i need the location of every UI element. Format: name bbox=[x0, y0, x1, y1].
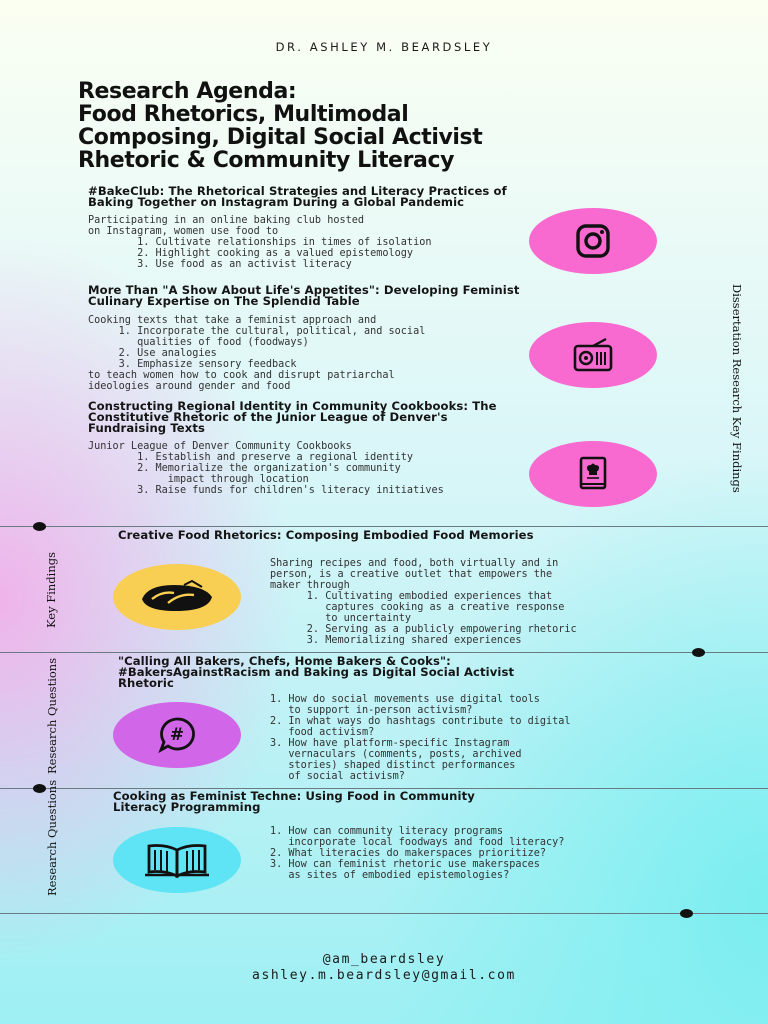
title-line: Food Rhetorics, Multimodal bbox=[78, 102, 409, 127]
open-book-icon-circle bbox=[113, 827, 241, 893]
title-line: Composing, Digital Social Activist bbox=[78, 125, 483, 150]
side-label-dissertation: Dissertation Research Key Findings bbox=[730, 284, 744, 493]
section-body-cooking-techne: 1. How can community literacy programs incorporate local foodways and food literacy? 2. What literacies do makerspaces prioritize? 3. How can feminist rhetoric use makerspaces as sites of embodied epistemologies? bbox=[270, 826, 565, 881]
divider bbox=[0, 526, 768, 527]
hashtag-chat-icon bbox=[157, 716, 197, 754]
hashtag-chat-icon-circle bbox=[113, 702, 241, 768]
section-title-cooking-techne: Cooking as Feminist Techne: Using Food in Community Literacy Programming bbox=[113, 789, 475, 814]
bread-icon-circle bbox=[113, 564, 241, 630]
contact-email: ashley.m.beardsley@gmail.com bbox=[252, 968, 516, 983]
radio-icon-circle bbox=[529, 322, 657, 388]
page-title bbox=[78, 80, 698, 172]
instagram-icon bbox=[575, 223, 611, 259]
side-label-research-questions: Research Questions bbox=[45, 657, 59, 774]
svg-text:#: # bbox=[169, 725, 185, 745]
section-body-splendid-table: Cooking texts that take a feminist approach and 1. Incorporate the cultural, political, and social qualities of food (foodways) 2. Use analogies 3. Emphasize sensory feedback to teach women how to cook and disrupt patriarchal ideologies around gender and food bbox=[88, 315, 426, 392]
section-title-bakeclub: #BakeClub: The Rhetorical Strategies and Literacy Practices of Baking Together on Instagram During a Global Pandemic bbox=[88, 184, 507, 209]
divider-dot bbox=[680, 909, 693, 918]
instagram-icon-circle bbox=[529, 208, 657, 274]
title-line: Research Agenda: bbox=[78, 79, 297, 104]
section-body-community-cookbooks: Junior League of Denver Community Cookbooks 1. Establish and preserve a regional identity 2. Memorialize the organization's community impact through location 3. Raise funds for children's literacy initiatives bbox=[88, 441, 444, 496]
section-title-splendid-table: More Than "A Show About Life's Appetites": Developing Feminist Culinary Expertise on The Splendid Table bbox=[88, 283, 520, 308]
title-line: Rhetoric & Community Literacy bbox=[78, 148, 455, 173]
divider bbox=[0, 913, 768, 914]
section-body-calling-all-bakers: 1. How do social movements use digital tools to support in-person activism? 2. In what ways do hashtags contribute to digital food activism? 3. How have platform-specific Instagram vernaculars (comments, posts, archived stories) shaped distinct performances of social activism? bbox=[270, 694, 571, 782]
section-title-creative: Creative Food Rhetorics: Composing Embodied Food Memories bbox=[118, 528, 534, 542]
section-body-bakeclub: Participating in an online baking club hosted on Instagram, women use food to 1. Cultivate relationships in times of isolation 2. Highlight cooking as a valued epistemology 3. Use food as an activist literacy bbox=[88, 215, 432, 270]
side-label-key-findings: Key Findings bbox=[44, 551, 58, 628]
radio-icon bbox=[573, 337, 613, 373]
social-handle: @am_beardsley bbox=[322, 952, 446, 967]
side-label-research-questions-2: Research Questions bbox=[45, 779, 59, 896]
divider-dot bbox=[33, 522, 46, 531]
cookbook-icon-circle bbox=[529, 441, 657, 507]
cookbook-icon bbox=[578, 456, 608, 492]
author-name: DR. ASHLEY M. BEARDSLEY bbox=[275, 40, 493, 54]
section-title-calling-all-bakers: "Calling All Bakers, Chefs, Home Bakers & Cooks": #BakersAgainstRacism and Baking as Digital Social Activist Rhetoric bbox=[118, 654, 515, 690]
divider bbox=[0, 652, 768, 653]
open-book-icon bbox=[142, 842, 212, 878]
bread-icon bbox=[138, 579, 216, 615]
section-body-creative: Sharing recipes and food, both virtually and in person, is a creative outlet that empowers the maker through 1. Cultivating embodied experiences that captures cooking as a creative response to uncertainty 2. Serving as a publicly empowering rhetoric 3. Memorializing shared experiences bbox=[270, 558, 577, 646]
section-title-community-cookbooks: Constructing Regional Identity in Community Cookbooks: The Constitutive Rhetoric of the Junior League of Denver's Fundraising Texts bbox=[88, 399, 497, 435]
